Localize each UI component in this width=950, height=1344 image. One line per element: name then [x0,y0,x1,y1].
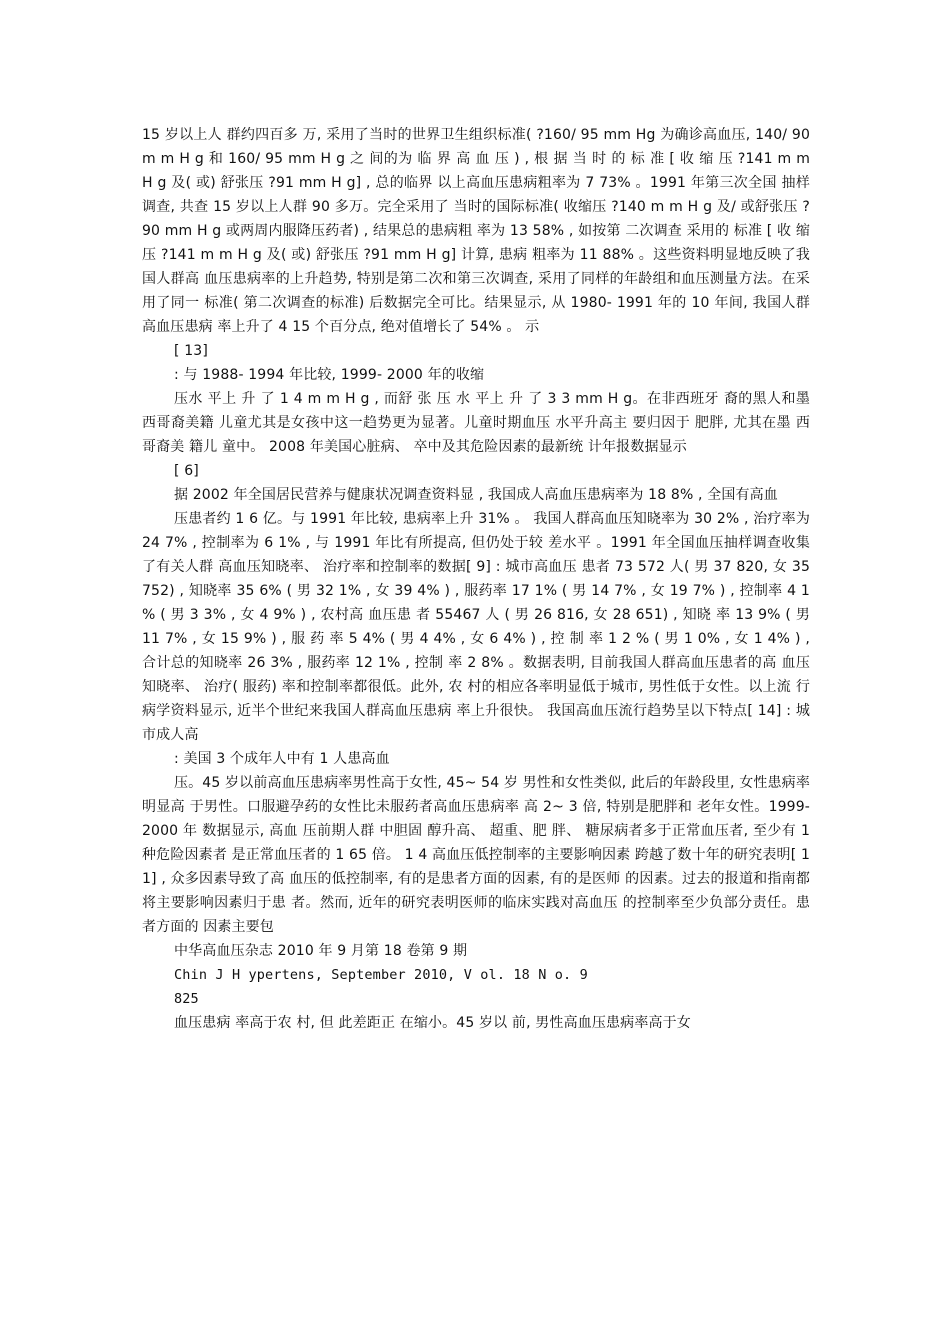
paragraph-us-comparison-intro: : 与 1988- 1994 年比较, 1999- 2000 年的收缩 [174,367,485,383]
journal-header-chinese: 中华高血压杂志 2010 年 9 月第 18 卷第 9 期 [174,943,468,959]
journal-header-english: Chin J H ypertens, September 2010, V ol. 18 N o. 9 [174,967,588,983]
citation-6: [ 6] [174,463,199,479]
paragraph-gender-age-factors: 压。45 岁以前高血压患病率男性高于女性, 45~ 54 岁 男性和女性类似, 此后的年龄段里, 女性患病率明显高 于男性。口服避孕药的女性比未服药者高血压患病率 高 2~ 3 倍, 特别是肥胖和 老年女性。1999- 2000 年 数据显示, 高血 压前期人群 中胆固 醇升高、 超重、肥 胖、 糖尿病者多于正常血压者, 至少有 1 种危险因素者 是正常血压者的 1 65 倍。 1 4 高血压低控制率的主要影响因素 跨越了数十年的研究表明[ 11] , 众多因素导致了高 血压的低控制率, 有的是患者方面的因素, 有的是医师 的因素。过去的报道和指南都将主要影响因素归于患 者。然而, 近年的研究表明医师的临床实践对高血压 的控制率至少负部分责任。患者方面的 因素主要包 [142,775,810,935]
paragraph-prevalence-surveys: 15 岁以上人 群约四百多 万, 采用了当时的世界卫生组织标准( ?160/ 95 mm Hg 为确诊高血压, 140/ 90 m m H g 和 160/ 95 mm H g 之 间的为 临 界 高 血 压 ) , 根 据 当 时 的 标 准 [ 收 缩 压 ?141 m m H g 及( 或) 舒张压 ?91 mm H g] , 总的临界 以上高血压患病粗率为 7 73% 。1991 年第三次全国 抽样调查, 共查 15 岁以上人群 90 多万。完全采用了 当时的国际标准( 收缩压 ?140 m m H g 及/ 或舒张压 ?90 mm H g 或两周内服降压药者) , 结果总的患病粗 率为 13 58% , 如按第 二次调查 采用的 标准 [ 收 缩压 ?141 m m H g 及( 或) 舒张压 ?91 mm H g] 计算, 患病 粗率为 11 88% 。这些资料明显地反映了我国人群高 血压患病率的上升趋势, 特别是第二次和第三次调查, 采用了同样的年龄组和血压测量方法。在采用了同一 标准( 第二次调查的标准) 后数据完全可比。结果显示, 从 1980- 1991 年的 10 年间, 我国人群高血压患病 率上升了 4 15 个百分点, 绝对值增长了 54% 。 示 [142,127,810,335]
paragraph-us-adults: : 美国 3 个成年人中有 1 人患高血 [174,751,390,767]
paragraph-2002-survey: 据 2002 年全国居民营养与健康状况调查资料显 , 我国成人高血压患病率为 18 8% , 全国有高血 [174,487,778,503]
page-number: 825 [174,991,199,1007]
citation-13: [ 13] [174,343,208,359]
paragraph-awareness-treatment-control: 压患者约 1 6 亿。与 1991 年比较, 患病率上升 31% 。 我国人群高血压知晓率为 30 2% , 治疗率为 24 7% , 控制率为 6 1% , 与 1991 年比有所提高, 但仍处于较 差水平 。1991 年全国血压抽样调查收集了有关人群 高血压知晓率、 治疗率和控制率的数据[ 9] : 城市高血压 患者 73 572 人( 男 37 820, 女 35 752) , 知晓率 35 6% ( 男 32 1% , 女 39 4% ) , 服药率 17 1% ( 男 14 7% , 女 19 7% ) , 控制率 4 1 % ( 男 3 3% , 女 4 9% ) , 农村高 血压患 者 55467 人 ( 男 26 816, 女 28 651) , 知晓 率 13 9% ( 男 11 7% , 女 15 9% ) , 服 药 率 5 4% ( 男 4 4% , 女 6 4% ) , 控 制 率 1 2 % ( 男 1 0% , 女 1 4% ) , 合计总的知晓率 26 3% , 服药率 12 1% , 控制 率 2 8% 。数据表明, 目前我国人群高血压患者的高 血压知晓率、 治疗( 服药) 率和控制率都很低。此外, 农 村的相应各率明显低于城市, 男性低于女性。以上流 行病学资料显示, 近半个世纪来我国人群高血压患病 率上升很快。 我国高血压流行趋势呈以下特点[ 14] : 城市成人高 [142,511,810,743]
paragraph-urban-rural: 血压患病 率高于农 村, 但 此差距正 在缩小。45 岁以 前, 男性高血压患病率高于女 [174,1015,691,1031]
paragraph-blood-pressure-trend: 压水 平上 升 了 1 4 m m H g , 而舒 张 压 水 平上 升 了 3 3 mm H g。在非西班牙 裔的黑人和墨 西哥裔美籍 儿童尤其是女孩中这一趋势更为显著。儿童时期血压 水平升高主 要归因于 肥胖, 尤其在墨 西哥裔美 籍儿 童中。 2008 年美国心脏病、 卒中及其危险因素的最新统 计年报数据显示 [142,391,810,455]
document-body [142,123,810,1035]
